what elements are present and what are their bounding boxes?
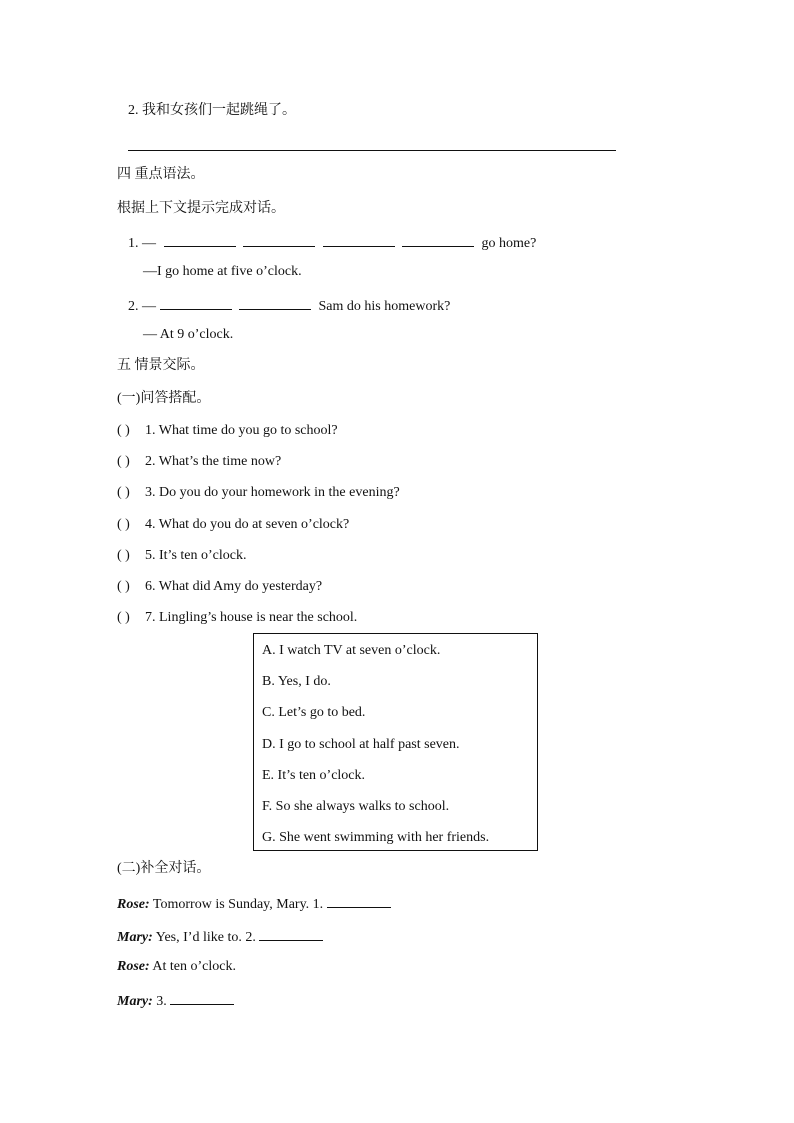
question-number: 2. — [128, 299, 156, 314]
section-instruction: 根据上下文提示完成对话。 [117, 201, 285, 216]
answer-paren[interactable]: ( ) [117, 579, 130, 594]
question-text: go home? [481, 236, 537, 251]
blank-field[interactable] [164, 232, 236, 247]
blank-field[interactable] [170, 990, 234, 1005]
dialogue-line [117, 893, 391, 914]
answer-paren[interactable]: ( ) [117, 548, 130, 563]
dialogue-text: At ten o’clock. [149, 959, 236, 974]
question-text: 2. What’s the time now? [145, 454, 282, 469]
option-e: E. It’s ten o’clock. [262, 768, 366, 783]
answer-paren[interactable]: ( ) [117, 485, 130, 500]
matching-question [117, 578, 322, 596]
answer-paren[interactable]: ( ) [117, 517, 130, 532]
dialogue-line [117, 990, 234, 1011]
grammar-question-1 [128, 232, 536, 253]
answer-options-box [253, 633, 538, 851]
option-b: B. Yes, I do. [262, 674, 331, 689]
dialogue-text: 3. [152, 994, 171, 1009]
grammar-answer-2: — At 9 o’clock. [143, 327, 234, 342]
question-text: 4. What do you do at seven o’clock? [145, 517, 350, 532]
blank-field[interactable] [327, 893, 391, 908]
question-text: 3. Do you do your homework in the evening? [145, 485, 400, 500]
section-heading-situational: 五 情景交际。 [117, 358, 205, 373]
speaker-name: Rose: [117, 959, 150, 974]
translation-item-2: 2. 我和女孩们一起跳绳了。 [128, 103, 296, 118]
answer-paren[interactable]: ( ) [117, 610, 130, 625]
dialogue-line [117, 926, 323, 947]
blank-field[interactable] [259, 926, 323, 941]
matching-question [117, 516, 349, 534]
blank-field[interactable] [243, 232, 315, 247]
dialogue-line [117, 958, 236, 976]
grammar-answer-1: —I go home at five o’clock. [143, 264, 302, 279]
option-a: A. I watch TV at seven o’clock. [262, 643, 441, 658]
matching-question [117, 453, 281, 471]
blank-field[interactable] [323, 232, 395, 247]
option-f: F. So she always walks to school. [262, 799, 450, 814]
question-text: 7. Lingling’s house is near the school. [145, 610, 358, 625]
answer-line[interactable] [128, 150, 616, 151]
question-text: 5. It’s ten o’clock. [145, 548, 247, 563]
question-text: 6. What did Amy do yesterday? [145, 579, 323, 594]
question-text: 1. What time do you go to school? [145, 423, 338, 438]
question-number: 1. — [128, 236, 156, 251]
speaker-name: Mary: [117, 930, 153, 945]
blank-field[interactable] [239, 295, 311, 310]
option-d: D. I go to school at half past seven. [262, 737, 460, 752]
matching-question [117, 484, 400, 502]
option-g: G. She went swimming with her friends. [262, 830, 490, 845]
grammar-question-2 [128, 295, 450, 316]
speaker-name: Rose: [117, 897, 150, 912]
matching-question [117, 609, 357, 627]
part-title-matching: (一)问答搭配。 [117, 391, 211, 406]
blank-field[interactable] [160, 295, 232, 310]
speaker-name: Mary: [117, 994, 153, 1009]
dialogue-text: Tomorrow is Sunday, Mary. 1. [149, 897, 327, 912]
part-title-dialogue: (二)补全对话。 [117, 861, 211, 876]
question-text: Sam do his homework? [318, 299, 451, 314]
answer-paren[interactable]: ( ) [117, 454, 130, 469]
matching-question [117, 422, 338, 440]
answer-paren[interactable]: ( ) [117, 423, 130, 438]
section-heading-grammar: 四 重点语法。 [117, 167, 205, 182]
option-c: C. Let’s go to bed. [262, 705, 366, 720]
blank-field[interactable] [402, 232, 474, 247]
matching-question [117, 547, 246, 565]
dialogue-text: Yes, I’d like to. 2. [152, 930, 260, 945]
